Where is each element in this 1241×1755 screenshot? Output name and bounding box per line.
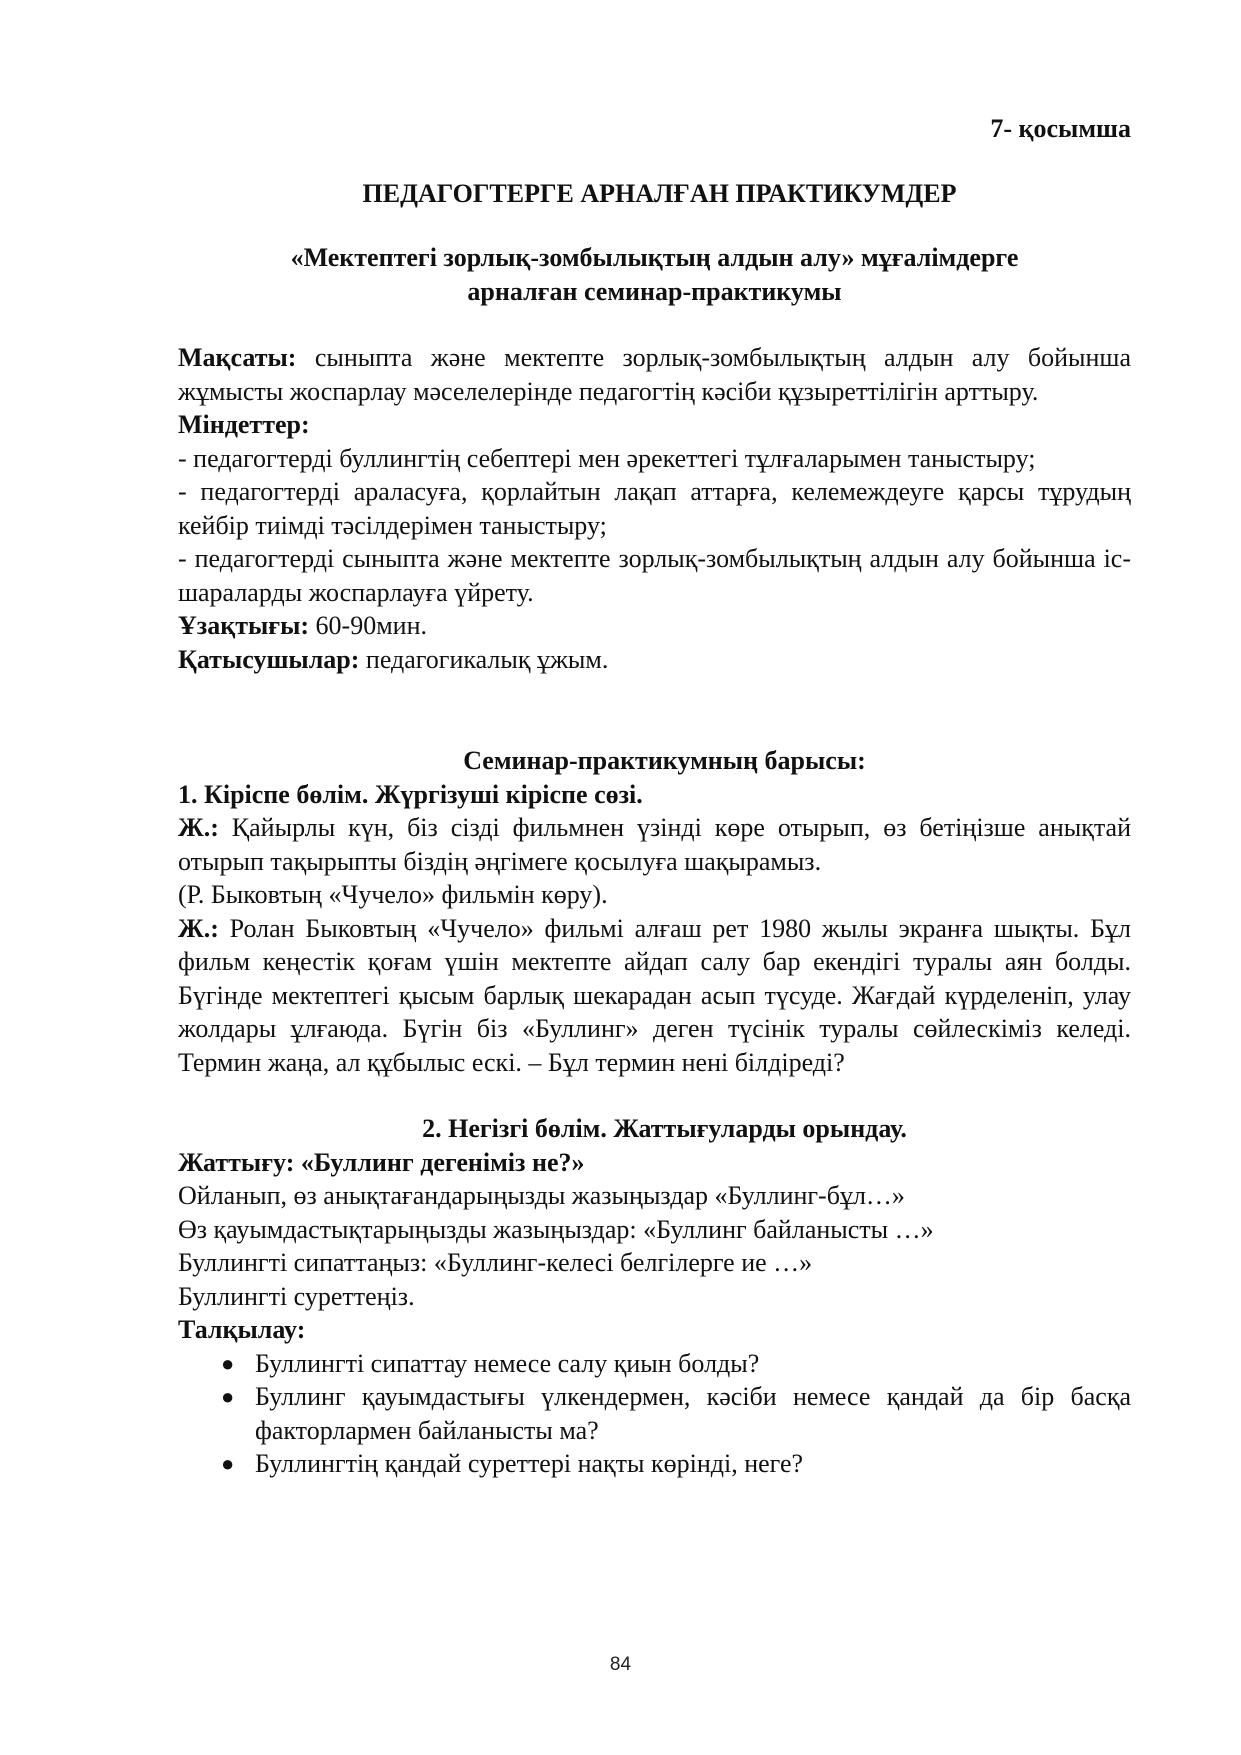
list-item — [221, 1447, 1131, 1481]
spacer — [178, 676, 1131, 744]
exercise-line-2: Өз қауымдастықтарыңызды жазыңыздар: «Буллинг байланысты …» — [178, 1214, 934, 1244]
duration-label: Ұзақтығы: — [178, 611, 310, 640]
bullet-icon: ● — [221, 1350, 235, 1376]
exercise-line-1: Ойланып, өз анықтағандарыңызды жазыңыздар «Буллинг-бұл…» — [178, 1181, 905, 1210]
goal-label: Мақсаты: — [178, 343, 297, 372]
participants-label: Қатысушылар: — [178, 644, 360, 674]
page-number: 84 — [609, 1654, 632, 1675]
bullet-icon: ● — [221, 1384, 235, 1409]
discussion-list — [178, 1347, 1131, 1481]
seminar-subtitle — [178, 241, 1131, 308]
duration-value: 60-90мин. — [309, 611, 427, 640]
part1-text-1: Қайырлы күн, біз сізді фильмнен үзінді көре отырып, өз бетіңізше анықтай отырып тақырыпты біздің әңгімеге қосылуға шақырамыз. — [178, 813, 1131, 876]
task-item-3: - педагогтерді сыныпта және мектепте зорлық-зомбылықтың алдын алу бойынша іс-шараларды жоспарлауға үйрету. — [178, 544, 1131, 607]
part1-text-3: Ролан Быковтың «Чучело» фильмі алғаш рет 1980 жылы экранға шықты. Бұл фильм кеңестік қоғам үшін мектепте айдап салу бар екендігі туралы аян болды. Бүгінде мектептегі қысым барлық шекарадан асып түсуде. Жағдай күрделеніп, улау жолдары ұлғаюда. Бүгін біз «Буллинг» деген түсінік туралы сөйлескіміз келеді. Термин жаңа, ал құбылыс ескі. – Бұл термин нені білдіреді? — [178, 913, 1131, 1077]
tasks-label: Міндеттер: — [178, 410, 310, 439]
process-title: Семинар-практикумның барысы: — [463, 746, 866, 775]
part1-paragraph-2: (Р. Быковтың «Чучело» фильмін көру). — [178, 880, 608, 909]
participants-line — [178, 643, 1131, 677]
discussion-title: Талқылау: — [178, 1315, 306, 1344]
exercise-title: Жаттығу: «Буллинг дегеніміз не?» — [178, 1147, 585, 1177]
list-item — [221, 1347, 1131, 1381]
list-item-text: Буллинг қауымдастығы үлкендермен, кәсіби немесе қандай да бір басқа факторлармен байланысты ма? — [255, 1382, 1131, 1445]
goal-paragraph — [178, 341, 1131, 408]
part1-paragraph-1 — [178, 811, 1131, 878]
subtitle-line-2: арналған семинар-практикумы — [467, 276, 842, 306]
task-item-2: - педагогтерді араласуға, қорлайтын лақап аттарға, келемеждеуге қарсы тұрудың кейбір тиімді тәсілдерімен таныстыру; — [178, 477, 1131, 540]
goal-text: сыныпта және мектепте зорлық-зомбылықтың алдын алу бойынша жұмысты жоспарлау мәселелерінде педагогтің кәсіби құзыреттілігін арттыру. — [178, 343, 1131, 406]
participants-value: педагогикалық ұжым. — [359, 644, 609, 674]
spacer — [178, 1079, 1131, 1112]
bullet-icon: ● — [221, 1451, 235, 1476]
part1-title: 1. Кіріспе бөлім. Жүргізуші кіріспе сөзі. — [178, 779, 643, 809]
part1-paragraph-3 — [178, 912, 1131, 1080]
task-item-1: - педагогтерді буллингтің себептері мен әрекеттегі тұлғаларымен таныстыру; — [178, 443, 1036, 473]
page-title: ПЕДАГОГТЕРГЕ АРНАЛҒАН ПРАКТИКУМДЕР — [362, 178, 957, 208]
duration-line — [178, 609, 1131, 643]
list-item-text: Буллингтің қандай суреттері нақты көрінді, неге? — [255, 1449, 804, 1478]
exercise-line-3: Буллингті сипаттаңыз: «Буллинг-келесі белгілерге ие …» — [178, 1248, 813, 1277]
appendix-label: 7- қосымша — [990, 114, 1131, 143]
subtitle-line-1: «Мектептегі зорлық-зомбылықтың алдын алу» мұғалімдерге — [290, 243, 1019, 272]
part2-title: 2. Негізгі бөлім. Жаттығуларды орындау. — [422, 1114, 907, 1143]
page-content — [178, 112, 1131, 1481]
exercise-line-4: Буллингті суреттеңіз. — [178, 1281, 415, 1311]
speaker-label: Ж.: — [178, 813, 219, 842]
speaker-label: Ж.: — [178, 913, 219, 943]
list-item-text: Буллингті сипаттау немесе салу қиын болды? — [255, 1348, 760, 1378]
list-item — [221, 1380, 1131, 1447]
